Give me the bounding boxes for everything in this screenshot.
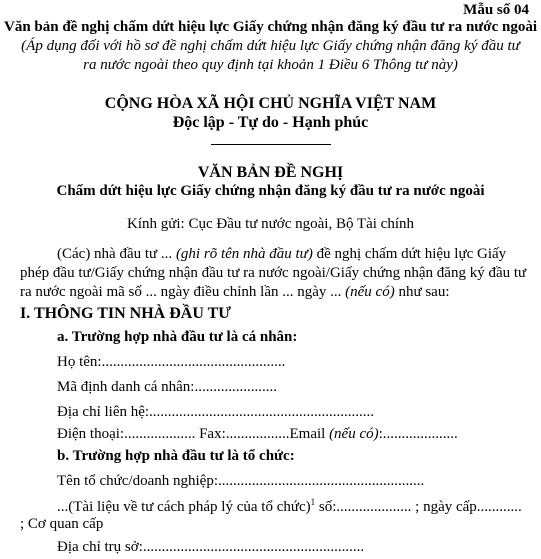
field-contact-address: Địa chỉ liên hệ:............................................................	[57, 404, 375, 420]
footnote-marker: 1	[310, 497, 316, 507]
email-optional-note: (nếu có)	[329, 426, 379, 442]
field-headquarters-address: Địa chỉ trụ sở:...........................................................	[57, 539, 365, 555]
email-field-tail: :....................	[378, 426, 458, 442]
field-personal-id: Mã định danh cá nhân:......................	[57, 379, 277, 395]
case-individual-title: a. Trường hợp nhà đầu tư là cá nhân:	[57, 329, 298, 345]
intro-line-1	[57, 246, 506, 263]
national-motto: Độc lập - Tự do - Hạnh phúc	[172, 114, 369, 131]
case-organization-title: b. Trường hợp nhà đầu tư là tổ chức:	[57, 448, 295, 464]
field-phone-fax-email	[57, 426, 458, 443]
legal-document-label: ...(Tài liệu về tư cách pháp lý của tổ chức)	[57, 499, 311, 515]
national-title: CỘNG HÒA XÃ HỘI CHỦ NGHĨA VIỆT NAM	[104, 95, 437, 112]
intro-text: ra nước ngoài mã số ... ngày điều chỉnh lần ... ngày ...	[20, 284, 346, 300]
intro-text: như sau:	[394, 284, 450, 300]
applicability-line-2: ra nước ngoài theo quy định tại khoản 1 Điều 6 Thông tư này)	[83, 57, 458, 73]
intro-text: đề nghị chấm dứt hiệu lực Giấy	[312, 246, 507, 262]
intro-note: (ghi rõ tên nhà đầu tư)	[175, 246, 313, 262]
legal-document-tail: số:.................... ; ngày cấp............	[315, 499, 522, 515]
intro-note: (nếu có)	[345, 284, 395, 300]
motto-underline	[211, 144, 331, 145]
field-full-name: Họ tên:.................................................	[57, 354, 286, 370]
document-title: Văn bản đề nghị chấm dứt hiệu lực Giấy chứng nhận đăng ký đầu tư ra nước ngoài	[3, 19, 538, 35]
section-investor-info: I. THÔNG TIN NHÀ ĐẦU TƯ	[20, 305, 231, 322]
intro-text: (Các) nhà đầu tư ...	[57, 246, 176, 262]
applicability-line-1: (Áp dụng đối với hồ sơ đề nghị chấm dứt hiệu lực Giấy chứng nhận đăng ký đầu tư	[21, 38, 520, 54]
request-subheading: Chấm dứt hiệu lực Giấy chứng nhận đăng ký đầu tư ra nước ngoài	[56, 183, 485, 199]
field-legal-document	[57, 497, 522, 516]
field-issuing-authority: ; Cơ quan cấp	[20, 516, 104, 532]
recipient-line: Kính gửi: Cục Đầu tư nước ngoài, Bộ Tài chính	[126, 216, 414, 232]
field-organization-name: Tên tổ chức/doanh nghiệp:.......................................................	[57, 473, 425, 489]
intro-line-3	[20, 284, 450, 301]
intro-line-2: phép đầu tư/Giấy chứng nhận đầu tư ra nước ngoài/Giấy chứng nhận đăng ký đầu tư	[20, 265, 527, 281]
phone-fax-email-label: Điện thoại:................... Fax:.................Email	[57, 426, 330, 442]
form-number: Mẫu số 04	[463, 2, 529, 18]
request-heading: VĂN BẢN ĐỀ NGHỊ	[197, 164, 344, 181]
